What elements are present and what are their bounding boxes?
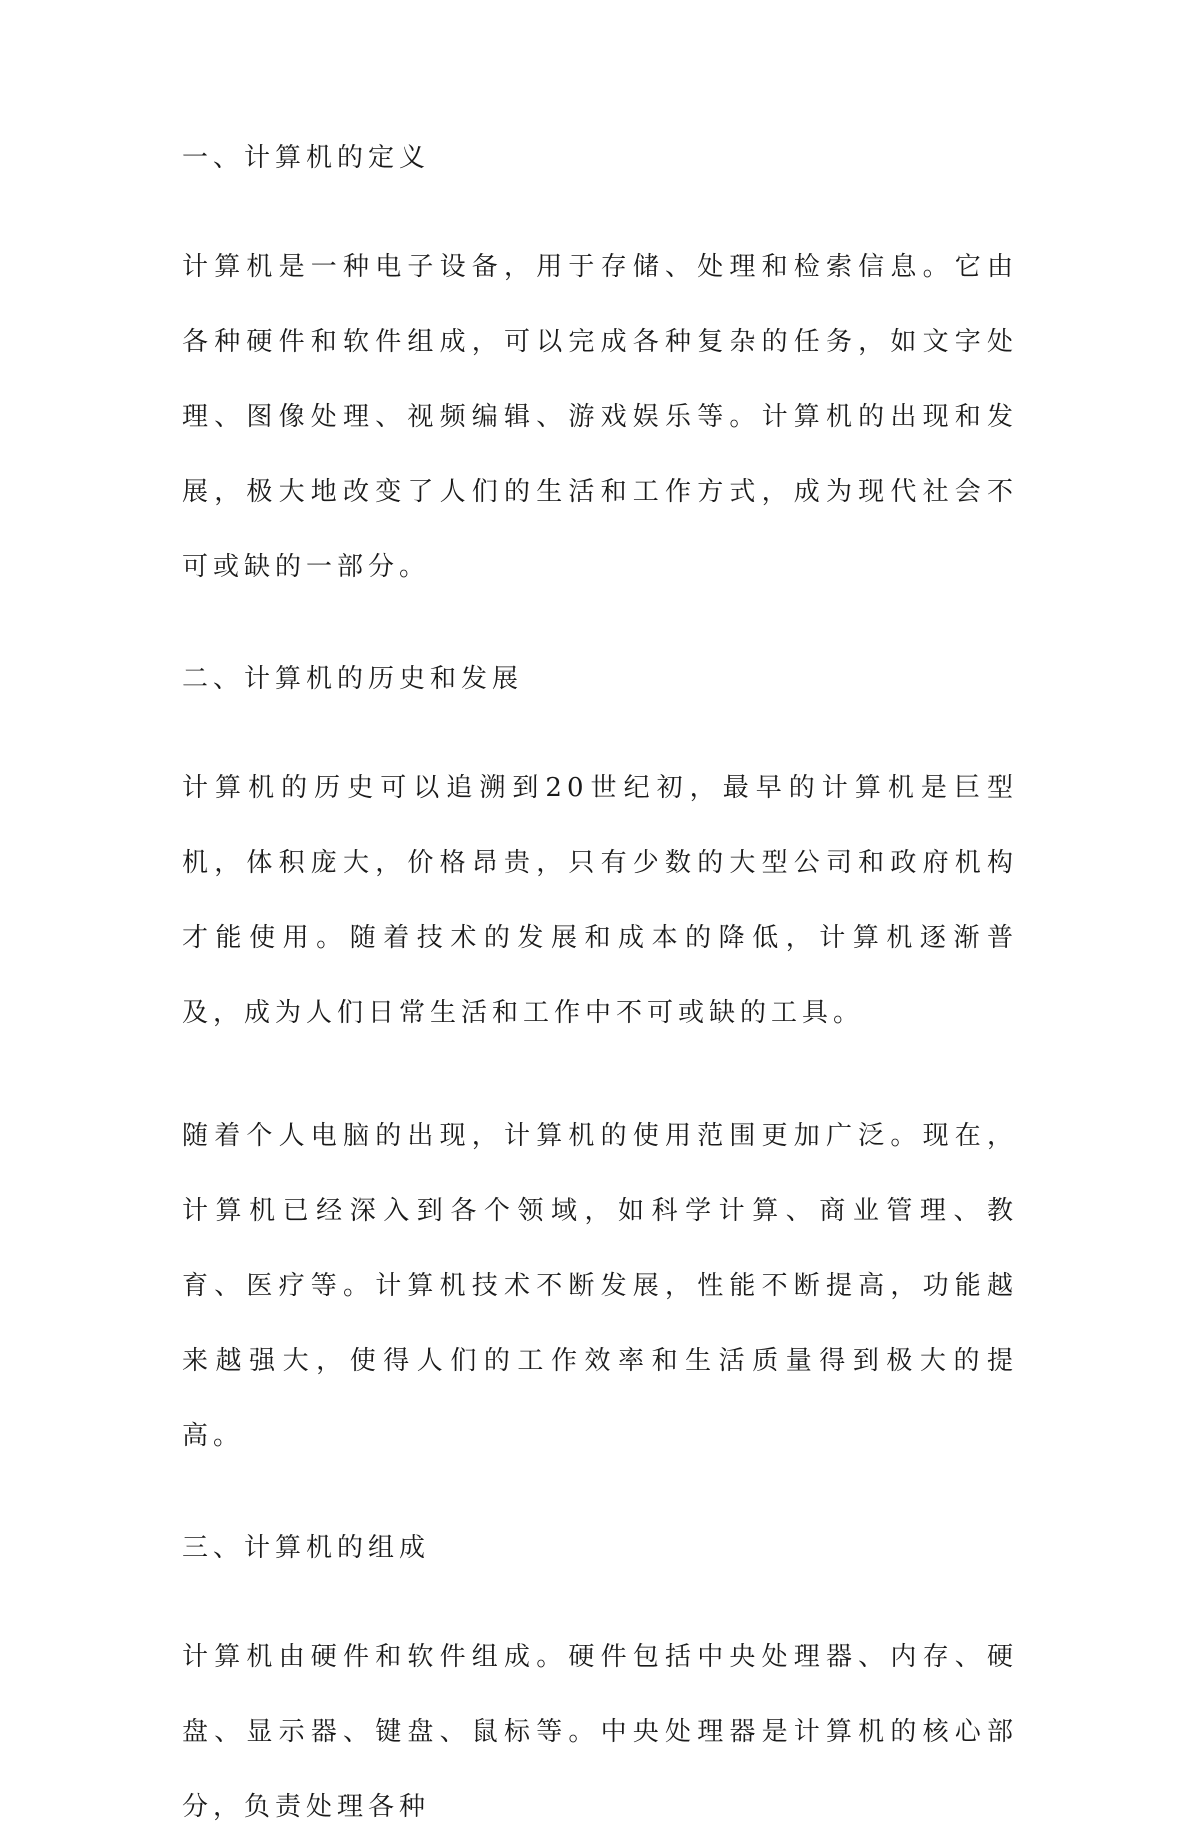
spacer xyxy=(182,184,1018,230)
spacer xyxy=(182,605,1018,653)
spacer xyxy=(182,1474,1018,1522)
spacer xyxy=(182,705,1018,751)
section-heading-history: 二、计算机的历史和发展 xyxy=(182,664,524,694)
section-heading-composition: 三、计算机的组成 xyxy=(182,1533,431,1563)
spacer xyxy=(182,1574,1018,1620)
section-heading-definition: 一、计算机的定义 xyxy=(182,143,431,173)
paragraph-history-1: 计算机的历史可以追溯到20世纪初，最早的计算机是巨型机，体积庞大，价格昂贵，只有少数的大型公司和政府机构才能使用。随着技术的发展和成本的降低，计算机逐渐普及，成为人们日常生活和工作中不可或缺的工具。 xyxy=(182,773,1018,1028)
paragraph-definition: 计算机是一种电子设备，用于存储、处理和检索信息。它由各种硬件和软件组成，可以完成各种复杂的任务，如文字处理、图像处理、视频编辑、游戏娱乐等。计算机的出现和发展，极大地改变了人们的生活和工作方式，成为现代社会不可或缺的一部分。 xyxy=(182,252,1018,582)
paragraph-composition: 计算机由硬件和软件组成。硬件包括中央处理器、内存、硬盘、显示器、键盘、鼠标等。中央处理器是计算机的核心部分，负责处理各种 xyxy=(182,1642,1018,1822)
paragraph-history-2: 随着个人电脑的出现，计算机的使用范围更加广泛。现在，计算机已经深入到各个领域，如科学计算、商业管理、教育、医疗等。计算机技术不断发展，性能不断提高，功能越来越强大，使得人们的工作效率和生活质量得到极大的提高。 xyxy=(182,1121,1018,1451)
spacer xyxy=(182,1051,1018,1099)
document-body xyxy=(182,132,1018,1845)
